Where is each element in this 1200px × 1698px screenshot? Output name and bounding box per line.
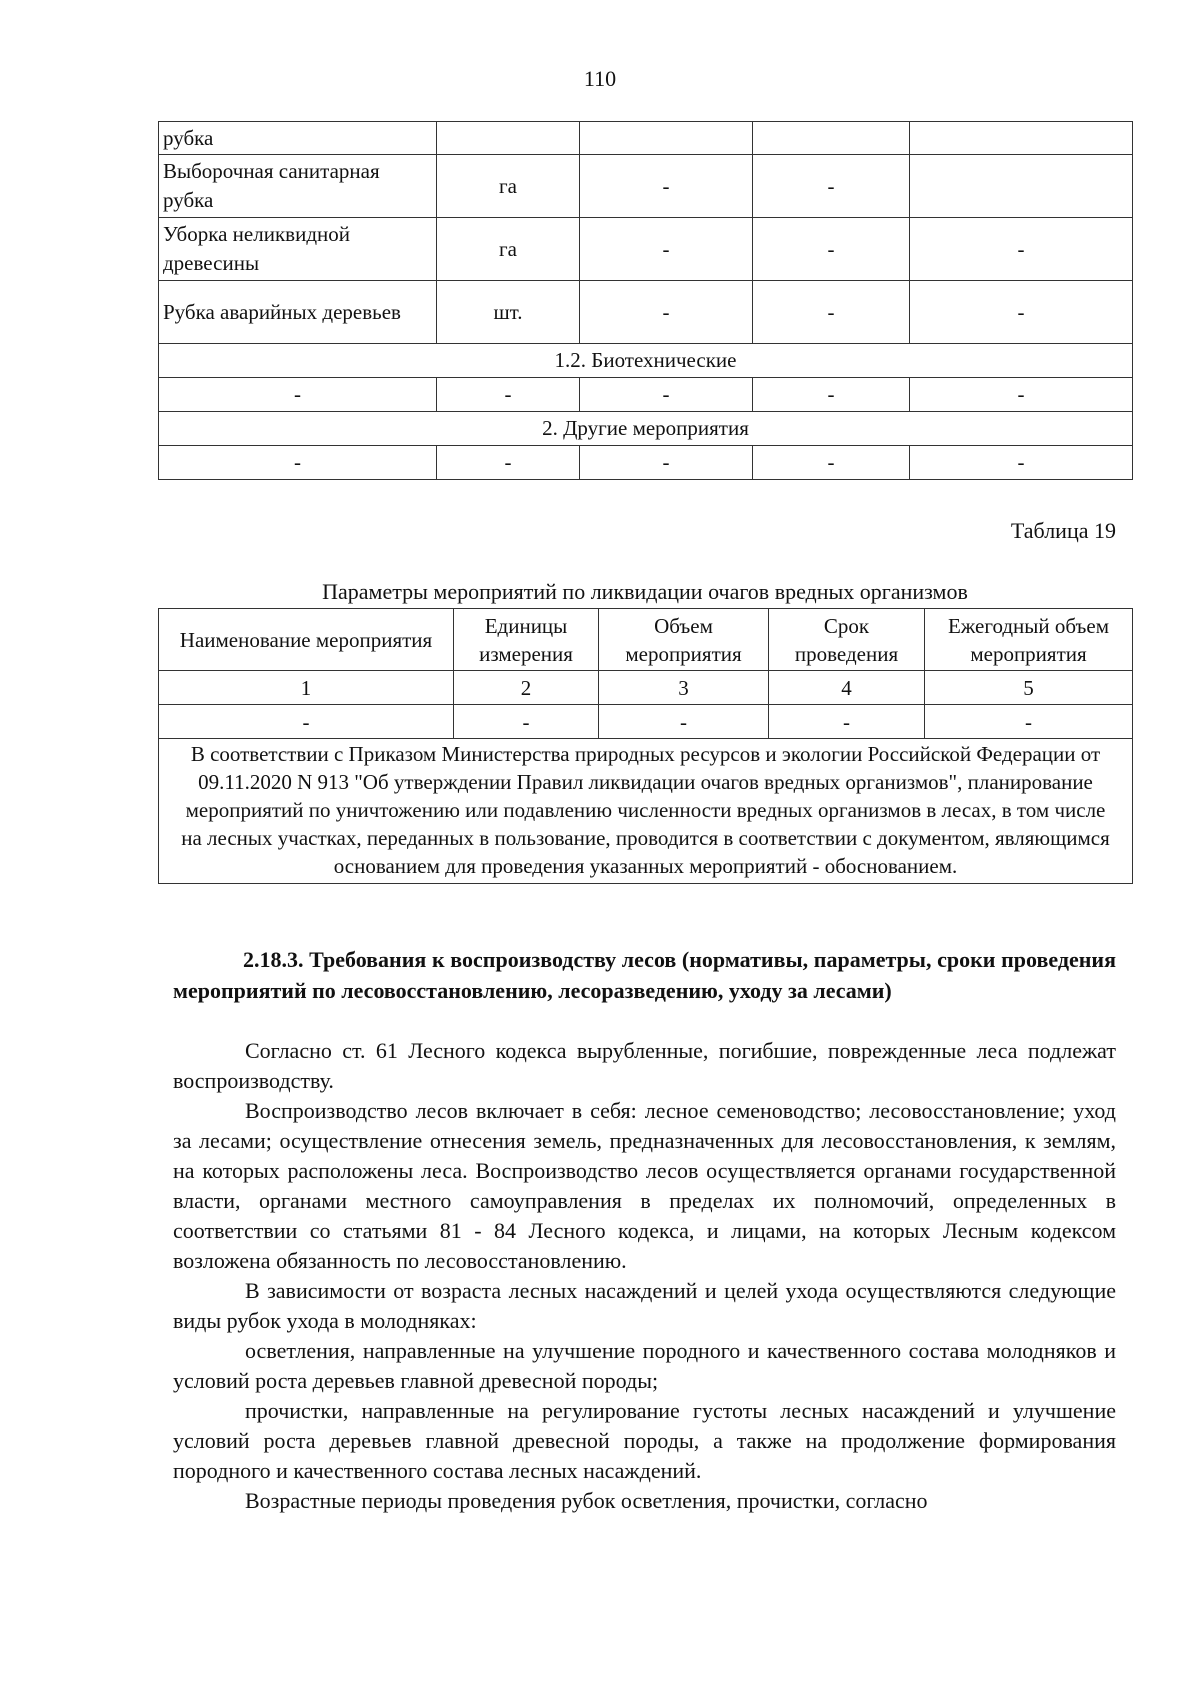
table-cell: - (580, 446, 753, 480)
table-cell: - (437, 446, 580, 480)
table-row (159, 218, 1133, 281)
table-cell: - (437, 378, 580, 412)
table-cell: Выборочная санитарная рубка (159, 155, 437, 218)
table-cell: - (910, 446, 1133, 480)
table-cell (753, 122, 910, 155)
table-note: В соответствии с Приказом Министерства природных ресурсов и экологии Российской Федерации от 09.11.2020 N 913 "Об утверждении Правил ликвидации очагов вредных организмов", планирование мероприятий по уничтожению или подавлению численности вредных организмов в лесах, в том числе на лесных участках, переданных в пользование, проводится в соответствии с документом, являющимся основанием для проведения указанных мероприятий - обоснованием. (159, 739, 1133, 884)
table-cell: - (580, 378, 753, 412)
table-row (159, 705, 1133, 739)
table-cell: рубка (159, 122, 437, 155)
table-cell: - (599, 705, 769, 739)
table-cell: 1 (159, 671, 454, 705)
paragraph: осветления, направленные на улучшение породного и качественного состава молодняков и условий роста деревьев главной древесной породы; (173, 1338, 1116, 1393)
table-section-row (159, 412, 1133, 446)
table-row (159, 446, 1133, 480)
paragraph: Согласно ст. 61 Лесного кодекса вырубленные, погибшие, поврежденные леса подлежат воспроизводству. (173, 1038, 1116, 1093)
paragraph: Воспроизводство лесов включает в себя: лесное семеноводство; лесовосстановление; уход за лесами; осуществление отнесения земель, предназначенных для лесовосстановления, к землям, на которых расположены леса. Воспроизводство лесов осуществляется органами государственной власти, органами местного самоуправления в пределах их полномочий, определенных в соответствии со статьями 81 - 84 Лесного кодекса, и лицами, на которых Лесным кодексом возложена обязанность по лесовосстановлению. (173, 1098, 1116, 1273)
table-row (159, 122, 1133, 155)
table-header-cell: Объем мероприятия (599, 609, 769, 671)
table-cell: - (454, 705, 599, 739)
table-cell: - (580, 155, 753, 218)
table-cell: - (159, 705, 454, 739)
continued-table (158, 121, 1133, 480)
table-19 (158, 608, 1133, 884)
table-cell: га (437, 155, 580, 218)
table-cell: - (753, 218, 910, 281)
table-cell: - (753, 281, 910, 344)
paragraph: Возрастные периоды проведения рубок осветления, прочистки, согласно (245, 1488, 928, 1513)
table-cell: - (910, 281, 1133, 344)
table-header-cell: Наименование мероприятия (159, 609, 454, 671)
table-cell: - (910, 378, 1133, 412)
table-cell (580, 122, 753, 155)
table-cell (910, 122, 1133, 155)
table-cell: - (910, 218, 1133, 281)
table-header-cell: Ежегодный объем мероприятия (925, 609, 1133, 671)
table-cell: 2 (454, 671, 599, 705)
table-header-cell: Единицы измерения (454, 609, 599, 671)
table-row (159, 378, 1133, 412)
table-cell (910, 155, 1133, 218)
body-text (173, 1036, 1116, 1516)
table-cell: - (580, 281, 753, 344)
table-cell (437, 122, 580, 155)
page-number: 110 (583, 66, 617, 91)
table-cell: - (925, 705, 1133, 739)
table-caption: Параметры мероприятий по ликвидации очагов вредных организмов (322, 579, 968, 604)
table-cell: - (753, 446, 910, 480)
table-cell: Рубка аварийных деревьев (159, 281, 437, 344)
section-other: 2. Другие мероприятия (159, 412, 1133, 446)
section-biotech: 1.2. Биотехнические (159, 344, 1133, 378)
table-cell: - (753, 378, 910, 412)
table-cell: 4 (769, 671, 925, 705)
table-cell: га (437, 218, 580, 281)
table-number-row (159, 671, 1133, 705)
table-cell: 5 (925, 671, 1133, 705)
table-header-cell: Срок проведения (769, 609, 925, 671)
table-cell: - (769, 705, 925, 739)
table-section-row (159, 344, 1133, 378)
section-heading: 2.18.3. Требования к воспроизводству лесов (нормативы, параметры, сроки проведения мероприятий по лесовосстановлению, лесоразведению, уходу за лесами) (173, 947, 1116, 1003)
paragraph: прочистки, направленные на регулирование густоты лесных насаждений и улучшение условий роста деревьев главной древесной породы, а также на продолжение формирования породного и качественного состава лесных насаждений. (173, 1398, 1116, 1483)
table-cell: Уборка неликвидной древесины (159, 218, 437, 281)
table-label: Таблица 19 (1010, 518, 1116, 543)
table-cell: - (159, 378, 437, 412)
table-header-row (159, 609, 1133, 671)
table-cell: - (753, 155, 910, 218)
table-row (159, 155, 1133, 218)
table-row (159, 281, 1133, 344)
table-cell: 3 (599, 671, 769, 705)
table-note-row (159, 739, 1133, 884)
table-cell: - (580, 218, 753, 281)
table-cell: - (159, 446, 437, 480)
paragraph: В зависимости от возраста лесных насаждений и целей ухода осуществляются следующие виды рубок ухода в молодняках: (173, 1278, 1116, 1333)
table-cell: шт. (437, 281, 580, 344)
